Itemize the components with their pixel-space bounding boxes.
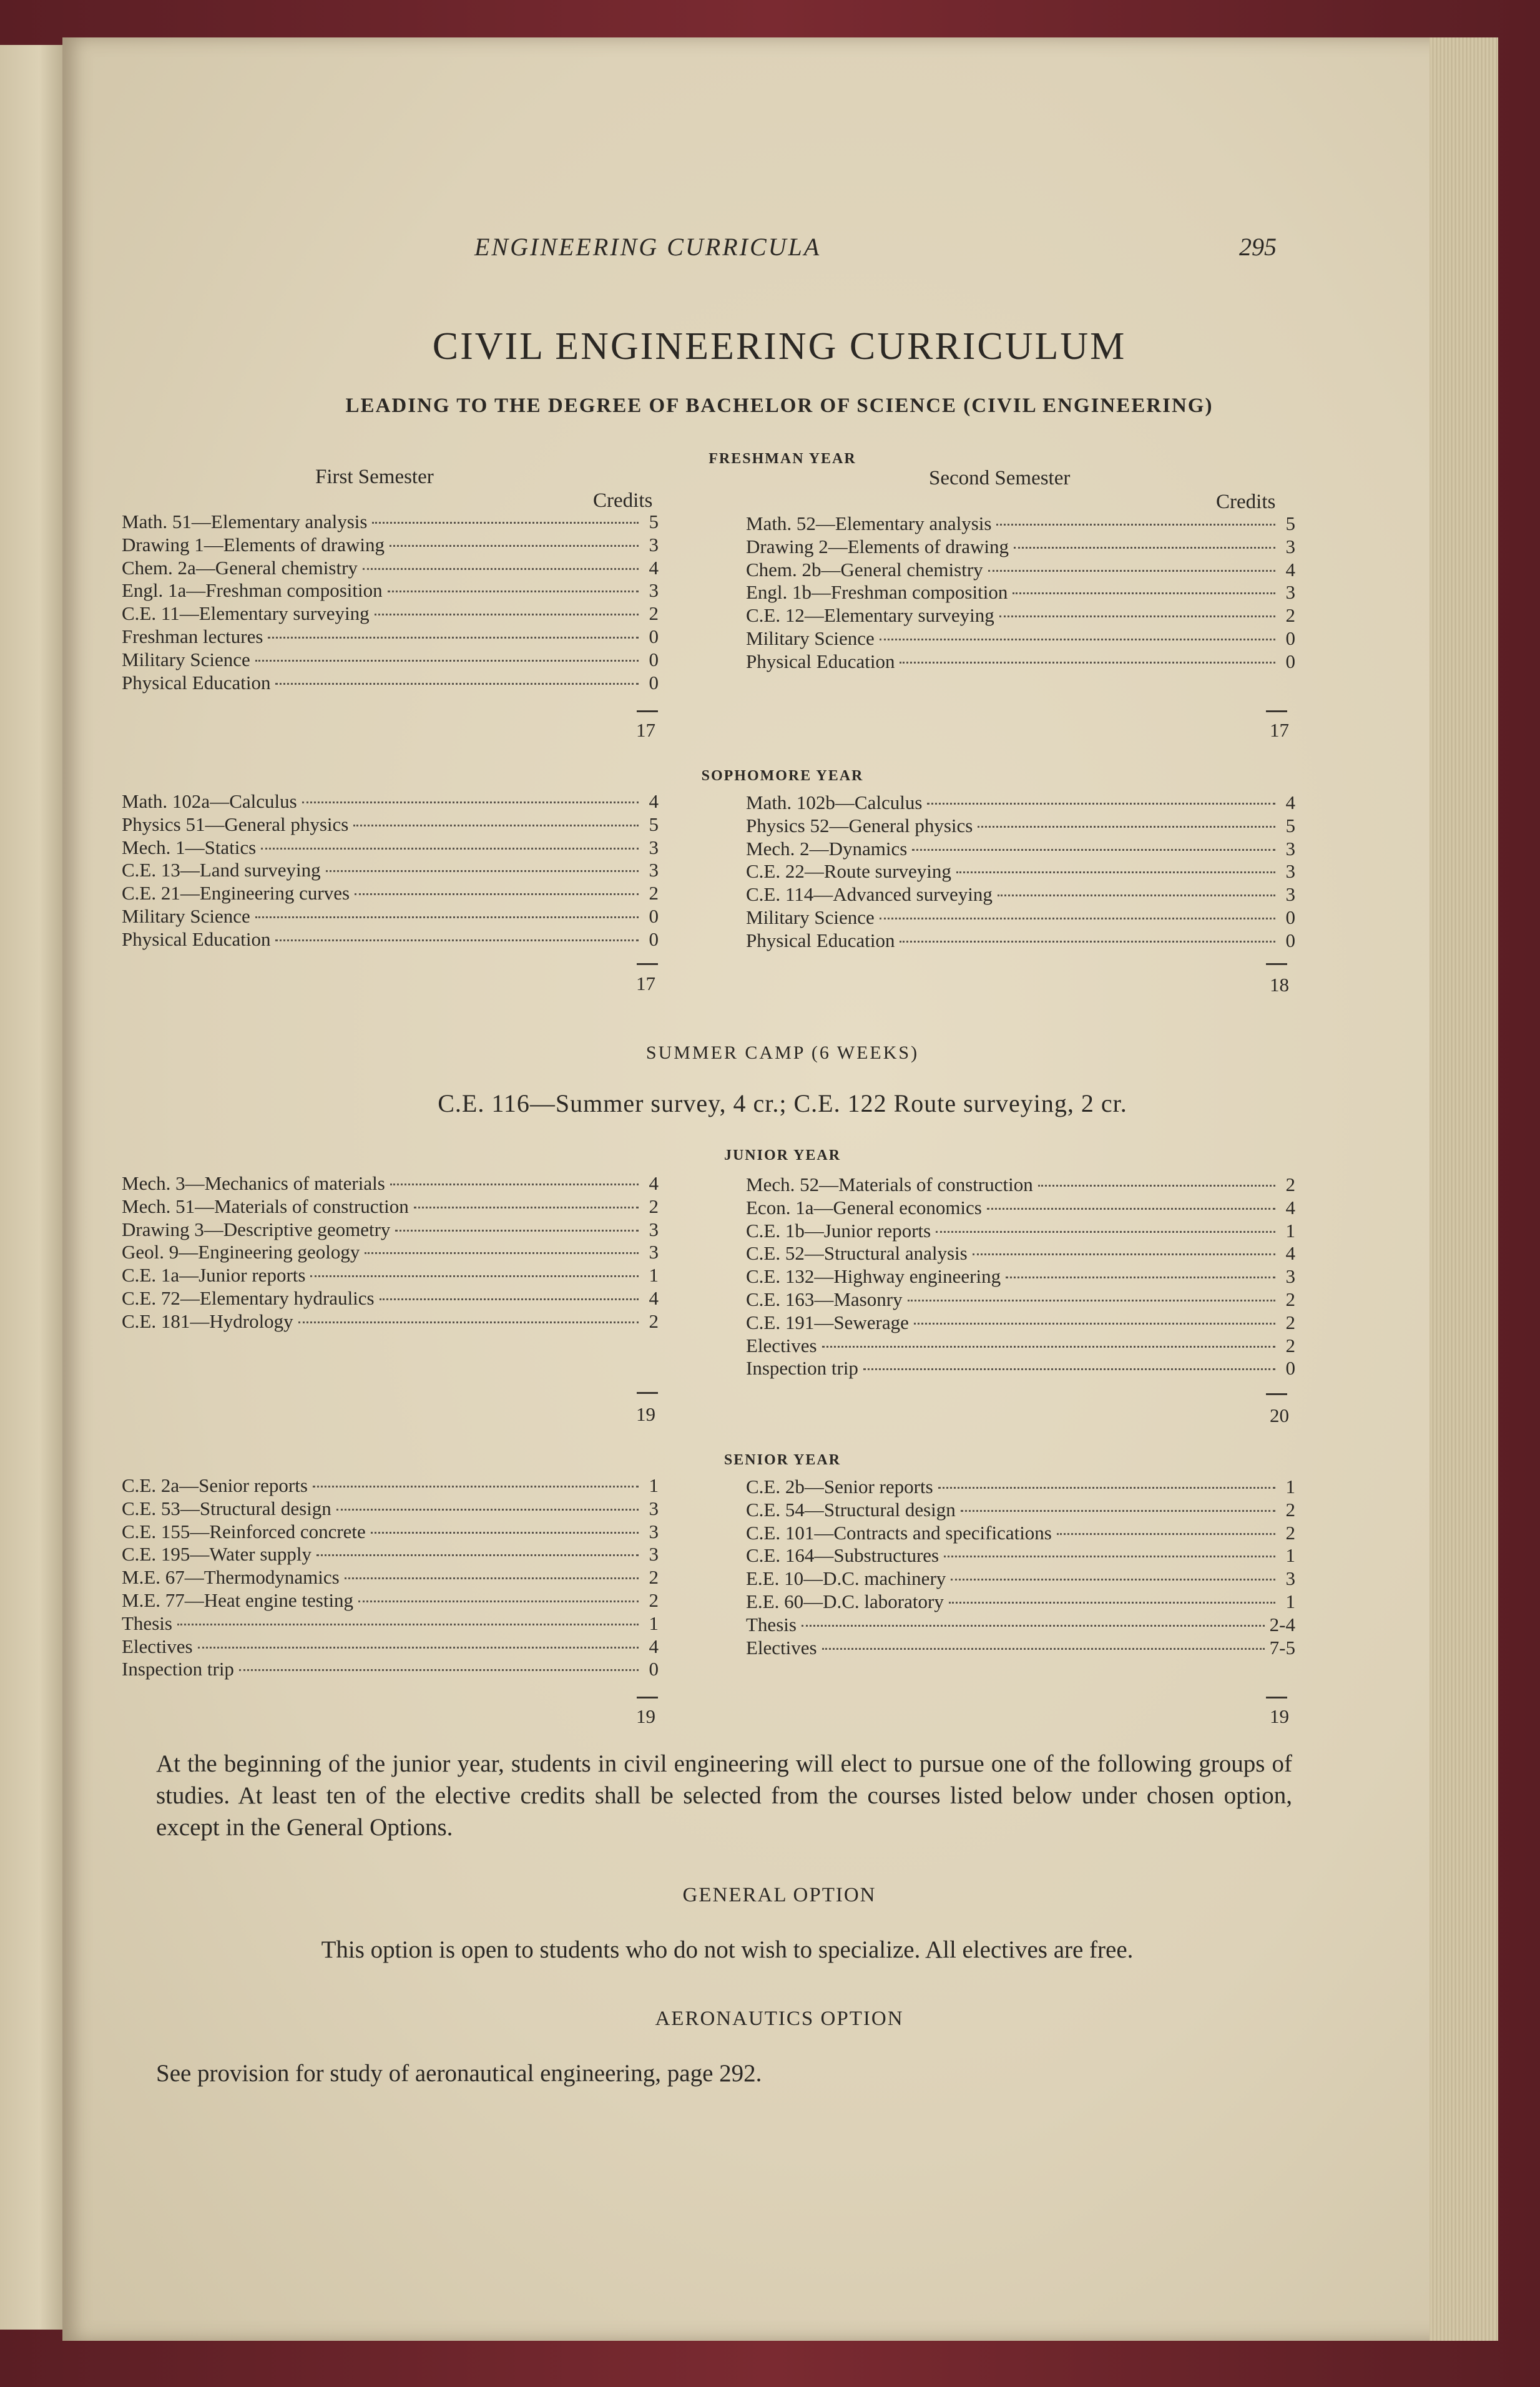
course-row	[122, 672, 659, 695]
course-row	[122, 511, 659, 534]
general-option-text: This option is open to students who do not wish to specialize. All electives are free.	[321, 1936, 1134, 1963]
total-rule	[1266, 1697, 1287, 1698]
course-credits: 1	[1285, 1219, 1295, 1242]
course-name: Military Science	[746, 627, 875, 649]
course-credits: 2	[1285, 1334, 1295, 1356]
course-name: C.E. 163—Masonry	[746, 1288, 903, 1310]
course-name: C.E. 54—Structural design	[746, 1498, 956, 1521]
course-name: C.E. 72—Elementary hydraulics	[122, 1287, 375, 1309]
course-name: C.E. 21—Engineering curves	[122, 882, 350, 904]
course-row	[122, 1612, 659, 1635]
course-name: Math. 51—Elementary analysis	[122, 511, 368, 532]
course-name: Physics 52—General physics	[746, 814, 973, 836]
course-name: Math. 102a—Calculus	[122, 790, 297, 812]
dot-leader	[298, 1321, 639, 1323]
aeronautics-option-text: See provision for study of aeronautical engineering, page 292.	[156, 2060, 762, 2087]
course-credits: 3	[1285, 860, 1295, 883]
second-semester-label: Second Semester	[929, 467, 1071, 489]
course-name: Military Science	[122, 648, 250, 670]
course-row	[746, 815, 1295, 838]
summer-camp-heading: SUMMER CAMP (6 WEEKS)	[645, 1042, 920, 1063]
course-credits: 3	[649, 1218, 659, 1240]
course-credits: 3	[1285, 883, 1295, 906]
freshman-heading: FRESHMAN YEAR	[709, 451, 856, 467]
course-credits: 4	[649, 556, 659, 579]
course-name: Mech. 2—Dynamics	[746, 837, 908, 860]
course-row	[746, 906, 1295, 929]
course-credits: 1	[649, 1612, 659, 1634]
course-row	[122, 1635, 659, 1659]
total-rule	[1266, 710, 1287, 712]
course-credits: 3	[649, 1520, 659, 1542]
dot-leader	[275, 683, 639, 685]
course-row	[746, 883, 1295, 906]
course-credits: 2	[1285, 1521, 1295, 1544]
course-name: Geol. 9—Engineering geology	[122, 1241, 360, 1263]
course-row	[122, 625, 659, 649]
total-rule	[1266, 1393, 1287, 1395]
dot-leader	[1006, 1277, 1275, 1278]
course-name: C.E. 1a—Junior reports	[122, 1264, 306, 1287]
course-credits: 4	[1285, 1196, 1295, 1218]
course-row	[746, 536, 1295, 559]
dot-leader	[996, 524, 1275, 526]
course-row	[746, 1311, 1295, 1335]
dot-leader	[1038, 1185, 1275, 1187]
dot-leader	[363, 568, 639, 570]
page-title: CIVIL ENGINEERING CURRICULUM	[432, 325, 1127, 368]
freshman-first-total: 17	[636, 719, 655, 741]
course-credits: 1	[1285, 1544, 1295, 1567]
sophomore-heading: SOPHOMORE YEAR	[701, 768, 864, 784]
page-edges	[1430, 37, 1498, 2341]
dot-leader	[355, 893, 639, 895]
course-row	[122, 836, 659, 860]
course-row	[746, 1220, 1295, 1243]
dot-leader	[414, 1207, 639, 1208]
dot-leader	[927, 803, 1275, 805]
course-credits: 5	[649, 511, 659, 532]
dot-leader	[261, 848, 639, 850]
options-intro-paragraph: At the beginning of the junior year, students in civil engineering will elect to pursue one of the following groups of studies. At least ten of the elective credits shall be selected from the courses listed below under chosen option, except in the General Options.	[156, 1750, 1292, 1841]
course-credits: 2	[649, 602, 659, 625]
course-row	[746, 1591, 1295, 1614]
running-head	[0, 232, 1540, 270]
course-name: Econ. 1a—General economics	[746, 1196, 982, 1218]
course-credits: 5	[1285, 512, 1295, 534]
course-row	[122, 1287, 659, 1310]
course-credits: 0	[1285, 906, 1295, 928]
course-name: Military Science	[746, 906, 875, 928]
total-rule	[637, 1697, 658, 1698]
course-row	[746, 1499, 1295, 1522]
course-row	[746, 1174, 1295, 1197]
course-credits: 3	[649, 1497, 659, 1519]
senior-second-semester	[746, 1476, 1295, 1659]
course-row	[122, 859, 659, 882]
junior-first-total: 19	[636, 1403, 655, 1425]
sophomore-first-semester	[122, 790, 659, 951]
course-credits: 3	[1285, 535, 1295, 557]
course-credits: 2	[649, 882, 659, 904]
course-credits: 0	[649, 671, 659, 694]
course-row	[746, 1544, 1295, 1567]
course-row	[746, 559, 1295, 582]
dot-leader	[302, 801, 639, 803]
course-credits: 0	[1285, 627, 1295, 649]
course-credits: 3	[1285, 1265, 1295, 1288]
dot-leader	[239, 1669, 639, 1671]
course-credits: 0	[1285, 1357, 1295, 1380]
dot-leader	[822, 1648, 1265, 1650]
dot-leader	[371, 1532, 639, 1534]
dot-leader	[936, 1231, 1275, 1233]
course-name: M.E. 77—Heat engine testing	[122, 1589, 354, 1611]
dot-leader	[944, 1556, 1275, 1557]
dot-leader	[951, 1579, 1275, 1581]
course-name: Math. 52—Elementary analysis	[746, 512, 992, 534]
course-credits: 2	[1285, 1174, 1295, 1195]
course-row	[746, 1197, 1295, 1220]
course-name: Chem. 2b—General chemistry	[746, 558, 983, 581]
course-credits: 2	[1285, 1498, 1295, 1521]
course-credits: 3	[649, 836, 659, 858]
course-row	[746, 604, 1295, 627]
course-name: C.E. 181—Hydrology	[122, 1310, 293, 1332]
dot-leader	[973, 1253, 1275, 1255]
dot-leader	[1014, 547, 1275, 549]
dot-leader	[395, 1230, 639, 1232]
dot-leader	[177, 1624, 639, 1625]
course-row	[122, 813, 659, 836]
course-name: Thesis	[746, 1613, 797, 1635]
course-row	[746, 1265, 1295, 1288]
dot-leader	[987, 1208, 1275, 1210]
course-name: Drawing 2—Elements of drawing	[746, 535, 1009, 557]
course-name: Freshman lectures	[122, 625, 263, 647]
course-row	[746, 1567, 1295, 1591]
course-name: Mech. 1—Statics	[122, 836, 257, 858]
course-row	[122, 557, 659, 580]
dot-leader	[961, 1510, 1275, 1512]
junior-second-semester	[746, 1174, 1295, 1380]
course-name: C.E. 22—Route surveying	[746, 860, 951, 883]
dot-leader	[863, 1368, 1275, 1370]
dot-leader	[365, 1252, 639, 1254]
dot-leader	[255, 660, 639, 662]
course-row	[746, 1357, 1295, 1380]
freshman-second-semester	[746, 512, 1295, 674]
course-row	[746, 792, 1295, 815]
course-credits: 2	[649, 1195, 659, 1217]
course-row	[122, 882, 659, 905]
course-name: C.E. 164—Substructures	[746, 1544, 939, 1567]
course-row	[746, 512, 1295, 536]
course-name: C.E. 2b—Senior reports	[746, 1476, 933, 1497]
course-credits: 4	[1285, 558, 1295, 581]
course-row	[122, 928, 659, 951]
course-credits: 3	[649, 533, 659, 556]
freshman-second-total: 17	[1270, 719, 1289, 741]
course-credits: 2-4	[1269, 1613, 1295, 1635]
senior-heading: SENIOR YEAR	[723, 1452, 841, 1468]
credits-label-second: Credits	[1216, 491, 1276, 513]
first-semester-label: First Semester	[315, 466, 434, 488]
course-row	[122, 534, 659, 557]
course-credits: 2	[1285, 1288, 1295, 1310]
course-credits: 3	[649, 859, 659, 881]
dot-leader	[326, 870, 639, 872]
course-credits: 3	[1285, 581, 1295, 604]
course-credits: 1	[1285, 1590, 1295, 1612]
dot-leader	[390, 1184, 639, 1185]
course-row	[746, 1522, 1295, 1545]
dot-leader	[999, 615, 1275, 617]
dot-leader	[255, 916, 639, 918]
dot-leader	[914, 1323, 1275, 1325]
sophomore-second-total: 18	[1270, 974, 1289, 996]
course-name: Physical Education	[122, 671, 271, 694]
course-row	[122, 1264, 659, 1287]
senior-first-total: 19	[636, 1705, 655, 1727]
course-credits: 3	[1285, 837, 1295, 860]
course-name: M.E. 67—Thermodynamics	[122, 1566, 340, 1589]
course-credits: 0	[649, 648, 659, 670]
course-name: Electives	[746, 1636, 817, 1659]
course-name: Inspection trip	[122, 1658, 234, 1680]
course-row	[122, 1589, 659, 1612]
dot-leader	[949, 1602, 1275, 1604]
course-name: Electives	[746, 1334, 817, 1356]
course-name: Physical Education	[746, 929, 895, 951]
course-name: Electives	[122, 1635, 193, 1657]
page-number: 295	[1239, 233, 1277, 261]
course-name: Mech. 52—Materials of construction	[746, 1174, 1033, 1195]
degree-subtitle: LEADING TO THE DEGREE OF BACHELOR OF SCIENCE (CIVIL ENGINEERING)	[345, 395, 1214, 417]
course-credits: 3	[649, 1241, 659, 1263]
dot-leader	[316, 1554, 639, 1556]
dot-leader	[345, 1577, 639, 1579]
course-credits: 2	[649, 1566, 659, 1589]
senior-second-total: 19	[1270, 1705, 1289, 1727]
course-name: Drawing 1—Elements of drawing	[122, 533, 385, 556]
course-name: Military Science	[122, 904, 250, 927]
dot-leader	[198, 1647, 639, 1649]
course-credits: 5	[649, 813, 659, 835]
course-credits: 2	[1285, 604, 1295, 627]
course-name: Engl. 1b—Freshman composition	[746, 581, 1008, 604]
course-credits: 0	[649, 1658, 659, 1680]
dot-leader	[1013, 592, 1275, 594]
running-title: ENGINEERING CURRICULA	[474, 233, 821, 261]
course-name: C.E. 13—Land surveying	[122, 859, 321, 881]
credits-label-first: Credits	[593, 489, 653, 512]
course-name: C.E. 114—Advanced surveying	[746, 883, 993, 906]
course-row	[122, 1543, 659, 1566]
course-credits: 2	[649, 1310, 659, 1332]
course-name: E.E. 10—D.C. machinery	[746, 1567, 946, 1590]
course-credits: 3	[1285, 1567, 1295, 1590]
course-credits: 4	[649, 1635, 659, 1657]
dot-leader	[310, 1275, 639, 1277]
dot-leader	[388, 591, 639, 592]
dot-leader	[380, 1298, 639, 1300]
course-name: Inspection trip	[746, 1357, 858, 1380]
course-row	[746, 650, 1295, 674]
course-row	[122, 905, 659, 928]
course-row	[122, 790, 659, 813]
course-row	[746, 838, 1295, 861]
course-row	[746, 1288, 1295, 1311]
course-name: Chem. 2a—General chemistry	[122, 556, 358, 579]
dot-leader	[358, 1600, 639, 1602]
dot-leader	[1057, 1533, 1275, 1535]
junior-second-total: 20	[1270, 1404, 1289, 1426]
dot-leader	[978, 826, 1275, 828]
dot-leader	[956, 871, 1275, 873]
course-row	[746, 929, 1295, 953]
sophomore-second-semester	[746, 792, 1295, 953]
course-row	[122, 1218, 659, 1242]
general-option-heading: GENERAL OPTION	[682, 1884, 876, 1906]
course-name: C.E. 191—Sewerage	[746, 1311, 909, 1333]
course-row	[122, 1310, 659, 1333]
total-rule	[637, 1392, 658, 1394]
course-credits: 0	[649, 928, 659, 950]
total-rule	[1266, 963, 1287, 965]
course-row	[746, 1476, 1295, 1499]
course-credits: 4	[649, 1287, 659, 1309]
course-name: C.E. 52—Structural analysis	[746, 1242, 968, 1265]
dot-leader	[880, 918, 1275, 919]
course-row	[122, 649, 659, 672]
course-row	[122, 1566, 659, 1589]
course-credits: 0	[1285, 650, 1295, 672]
course-name: E.E. 60—D.C. laboratory	[746, 1590, 944, 1612]
dot-leader	[275, 939, 639, 941]
course-credits: 4	[1285, 792, 1295, 813]
dot-leader	[822, 1346, 1275, 1348]
course-row	[746, 1335, 1295, 1358]
course-name: Mech. 3—Mechanics of materials	[122, 1172, 385, 1194]
dot-leader	[908, 1300, 1275, 1301]
course-row	[746, 627, 1295, 650]
junior-heading: JUNIOR YEAR	[723, 1147, 841, 1164]
freshman-first-semester	[122, 511, 659, 694]
course-row	[746, 581, 1295, 604]
course-row	[122, 1195, 659, 1218]
course-name: Physical Education	[122, 928, 271, 950]
course-credits: 3	[649, 1543, 659, 1566]
course-row	[746, 1614, 1295, 1637]
sophomore-first-total: 17	[636, 973, 655, 994]
course-credits: 4	[1285, 1242, 1295, 1265]
course-name: C.E. 195—Water supply	[122, 1543, 312, 1566]
course-credits: 1	[1285, 1476, 1295, 1497]
course-name: Engl. 1a—Freshman composition	[122, 579, 383, 602]
course-credits: 0	[649, 625, 659, 647]
dot-leader	[938, 1487, 1275, 1489]
course-row	[122, 1474, 659, 1497]
course-credits: 2	[649, 1589, 659, 1611]
course-row	[746, 1637, 1295, 1660]
course-row	[122, 1497, 659, 1521]
total-rule	[637, 963, 658, 965]
course-row	[746, 860, 1295, 883]
course-row	[122, 1658, 659, 1681]
course-credits: 1	[649, 1474, 659, 1496]
total-rule	[637, 710, 658, 712]
course-row	[122, 1241, 659, 1264]
course-name: Mech. 51—Materials of construction	[122, 1195, 409, 1217]
dot-leader	[900, 662, 1275, 664]
dot-leader	[375, 614, 639, 615]
course-row	[122, 1521, 659, 1544]
course-credits: 0	[1285, 929, 1295, 951]
summer-camp-text: C.E. 116—Summer survey, 4 cr.; C.E. 122 Route surveying, 2 cr.	[438, 1089, 1127, 1117]
course-name: Drawing 3—Descriptive geometry	[122, 1218, 391, 1240]
dot-leader	[336, 1509, 639, 1511]
course-credits: 2	[1285, 1311, 1295, 1333]
previous-page-edge	[0, 45, 66, 2330]
dot-leader	[372, 522, 639, 524]
dot-leader	[880, 639, 1275, 640]
dot-leader	[802, 1625, 1265, 1627]
course-credits: 4	[649, 790, 659, 812]
course-name: C.E. 101—Contracts and specifications	[746, 1521, 1052, 1544]
dot-leader	[998, 895, 1275, 896]
course-credits: 0	[649, 904, 659, 927]
dot-leader	[912, 849, 1275, 851]
dot-leader	[268, 637, 639, 639]
dot-leader	[313, 1486, 639, 1488]
dot-leader	[988, 570, 1275, 572]
junior-first-semester	[122, 1172, 659, 1333]
course-name: Thesis	[122, 1612, 172, 1634]
course-row	[122, 602, 659, 625]
course-name: C.E. 155—Reinforced concrete	[122, 1520, 366, 1542]
course-name: Math. 102b—Calculus	[746, 792, 923, 813]
dot-leader	[353, 825, 639, 826]
course-credits: 5	[1285, 814, 1295, 836]
course-name: Physical Education	[746, 650, 895, 672]
course-credits: 4	[649, 1172, 659, 1194]
dot-leader	[900, 941, 1275, 943]
dot-leader	[390, 545, 639, 547]
course-row	[746, 1242, 1295, 1265]
course-name: Physics 51—General physics	[122, 813, 349, 835]
course-name: C.E. 1b—Junior reports	[746, 1219, 931, 1242]
aeronautics-option-heading: AERONAUTICS OPTION	[655, 2007, 904, 2030]
course-row	[122, 579, 659, 602]
course-row	[122, 1172, 659, 1195]
course-name: C.E. 12—Elementary surveying	[746, 604, 994, 627]
course-credits: 1	[649, 1264, 659, 1287]
course-name: C.E. 2a—Senior reports	[122, 1474, 308, 1496]
course-credits: 3	[649, 579, 659, 602]
course-name: C.E. 11—Elementary surveying	[122, 602, 370, 625]
course-name: C.E. 132—Highway engineering	[746, 1265, 1001, 1288]
course-name: C.E. 53—Structural design	[122, 1497, 331, 1519]
course-credits: 7-5	[1269, 1636, 1295, 1659]
senior-first-semester	[122, 1474, 659, 1681]
